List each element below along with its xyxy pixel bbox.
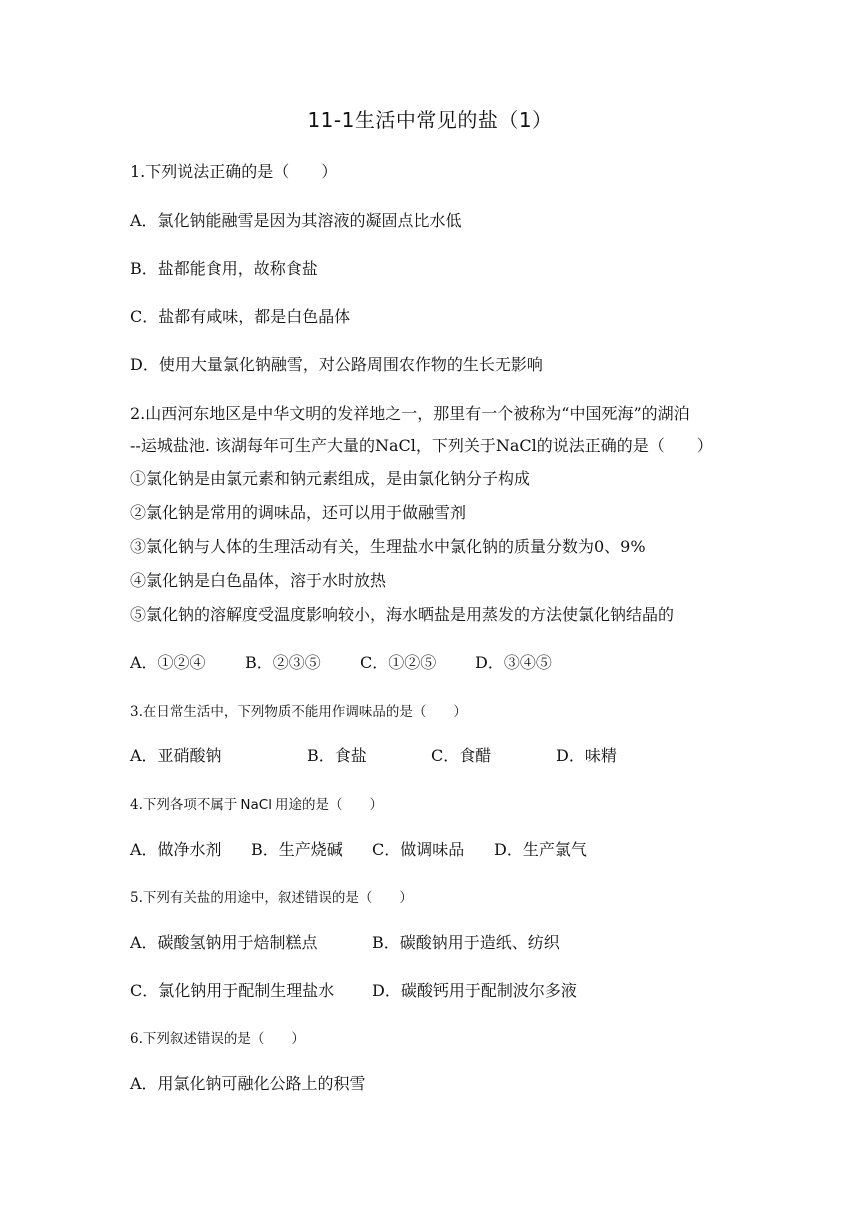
question-5-option-d: D．碳酸钙用于配制波尔多液 (372, 981, 577, 1000)
question-4-option-a: A．做净水剂 (130, 840, 222, 859)
page-title: 11-1生活中常见的盐（1） (307, 108, 553, 132)
question-2-options (130, 651, 552, 675)
question-2-stem-line-1: 2.山西河东地区是中华文明的发祥地之一，那里有一个被称为“中国死海”的湖泊 (130, 404, 690, 423)
question-5-options-row-1 (130, 931, 560, 955)
question-4-option-b: B．生产烧碱 (251, 840, 343, 859)
question-5-options-row-2 (130, 979, 577, 1003)
question-1-option-a: A．氯化钠能融雪是因为其溶液的凝固点比水低 (130, 211, 462, 230)
question-4-formula: NaCl (240, 797, 272, 813)
question-5-stem: 5.下列有关盐的用途中，叙述错误的是（ ） (130, 890, 413, 906)
question-3-option-d: D．味精 (556, 746, 617, 765)
question-2-statement-4: ④氯化钠是白色晶体，溶于水时放热 (130, 571, 387, 590)
question-1-option-c: C．盐都有咸味，都是白色晶体 (130, 307, 351, 326)
question-4-stem-prefix: 4.下列各项不属于 (130, 797, 238, 813)
question-3-option-c: C．食醋 (431, 746, 492, 765)
question-2-statement-1: ①氯化钠是由氯元素和钠元素组成，是由氯化钠分子构成 (130, 469, 531, 488)
question-2-option-c: C．①②⑤ (360, 653, 437, 672)
question-2-stem-line-2: --运城盐池. 该湖每年可生产大量的NaCl，下列关于NaCl的说法正确的是（ ） (130, 436, 713, 455)
question-4-options (130, 838, 587, 862)
question-4-option-c: C．做调味品 (372, 840, 465, 859)
question-4-option-d: D．生产氯气 (494, 840, 587, 859)
question-1-option-d: D．使用大量氯化钠融雪，对公路周围农作物的生长无影响 (130, 355, 543, 374)
question-2-option-b: B．②③⑤ (245, 653, 321, 672)
question-3-option-b: B．食盐 (307, 746, 367, 765)
question-4-stem-suffix: 用途的是（ ） (274, 797, 383, 813)
question-4-stem (130, 793, 383, 817)
question-3-stem: 3.在日常生活中，下列物质不能用作调味品的是（ ） (130, 704, 467, 720)
question-6-option-a: A．用氯化钠可融化公路上的积雪 (130, 1074, 366, 1093)
question-2-statement-2: ②氯化钠是常用的调味品，还可以用于做融雪剂 (130, 503, 467, 522)
question-2-option-d: D．③④⑤ (475, 653, 552, 672)
question-2-option-a: A．①②④ (130, 653, 206, 672)
question-5-option-b: B．碳酸钠用于造纸、纺织 (372, 933, 560, 952)
question-5-option-c: C．氯化钠用于配制生理盐水 (130, 981, 335, 1000)
question-5-option-a: A．碳酸氢钠用于焙制糕点 (130, 933, 318, 952)
question-6-stem: 6.下列叙述错误的是（ ） (130, 1031, 305, 1047)
question-2-statement-5: ⑤氯化钠的溶解度受温度影响较小，海水晒盐是用蒸发的方法使氯化钠结晶的 (130, 605, 675, 624)
question-1-option-b: B．盐都能食用，故称食盐 (130, 259, 318, 278)
question-3-options (130, 744, 617, 768)
question-3-option-a: A．亚硝酸钠 (130, 746, 222, 765)
question-2-statement-3: ③氯化钠与人体的生理活动有关，生理盐水中氯化钠的质量分数为0、9% (130, 537, 646, 556)
question-1-stem: 1.下列说法正确的是（ ） (130, 162, 338, 181)
